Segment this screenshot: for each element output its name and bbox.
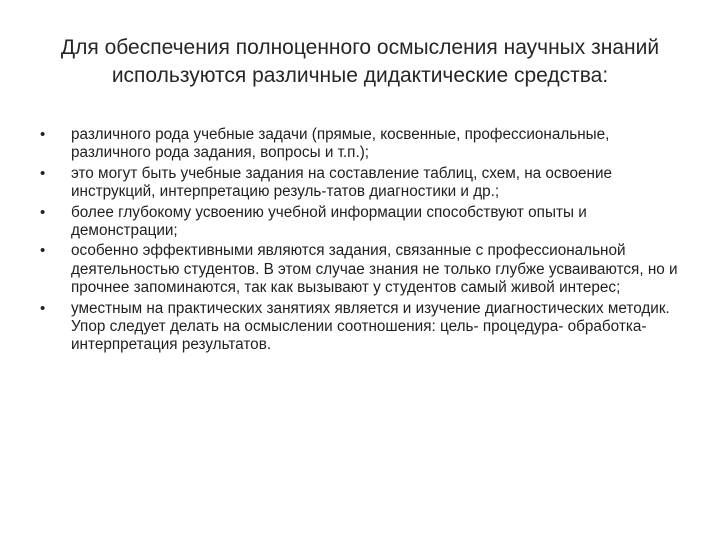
bullet-item-4 — [40, 242, 690, 297]
slide-title — [20, 34, 700, 90]
bullet-dot-icon: • — [40, 126, 46, 143]
slide-title-line-1: Для обеспечения полноценного осмысления научных знаний — [60, 36, 660, 59]
bullet-item-2 — [40, 165, 690, 202]
bullet-list — [40, 126, 690, 357]
bullet-text: особенно эффективными являются задания, связанные с профессиональной деятельностью студентов. В этом случае знания не только глубже усваиваются, но и прочнее запоминаются, так как вызывают у студентов самый живой интерес; — [71, 242, 678, 297]
bullet-item-5 — [40, 300, 690, 355]
bullet-item-1 — [40, 126, 690, 163]
bullet-text: уместным на практических занятиях является и изучение диагностических методик. Упор следует делать на осмыслении соотношения: цель- процедура- обработка- интерпретация результатов. — [71, 299, 670, 354]
slide-title-line-2: используются различные дидактические средства: — [111, 64, 609, 87]
bullet-dot-icon: • — [40, 242, 46, 260]
bullet-text: различного рода учебные задачи (прямые, косвенные, профессиональные, различного рода задания, вопросы и т.п.); — [71, 126, 610, 162]
bullet-dot-icon: • — [40, 299, 46, 317]
bullet-text: это могут быть учебные задания на составление таблиц, схем, на освоение инструкций, интерпретацию резуль-татов диагностики и др.; — [71, 164, 613, 201]
bullet-dot-icon: • — [40, 203, 46, 221]
bullet-text: более глубокому усвоению учебной информации способствуют опыты и демонстрации; — [71, 203, 587, 240]
bullet-dot-icon: • — [40, 164, 46, 182]
bullet-item-3 — [40, 204, 690, 241]
